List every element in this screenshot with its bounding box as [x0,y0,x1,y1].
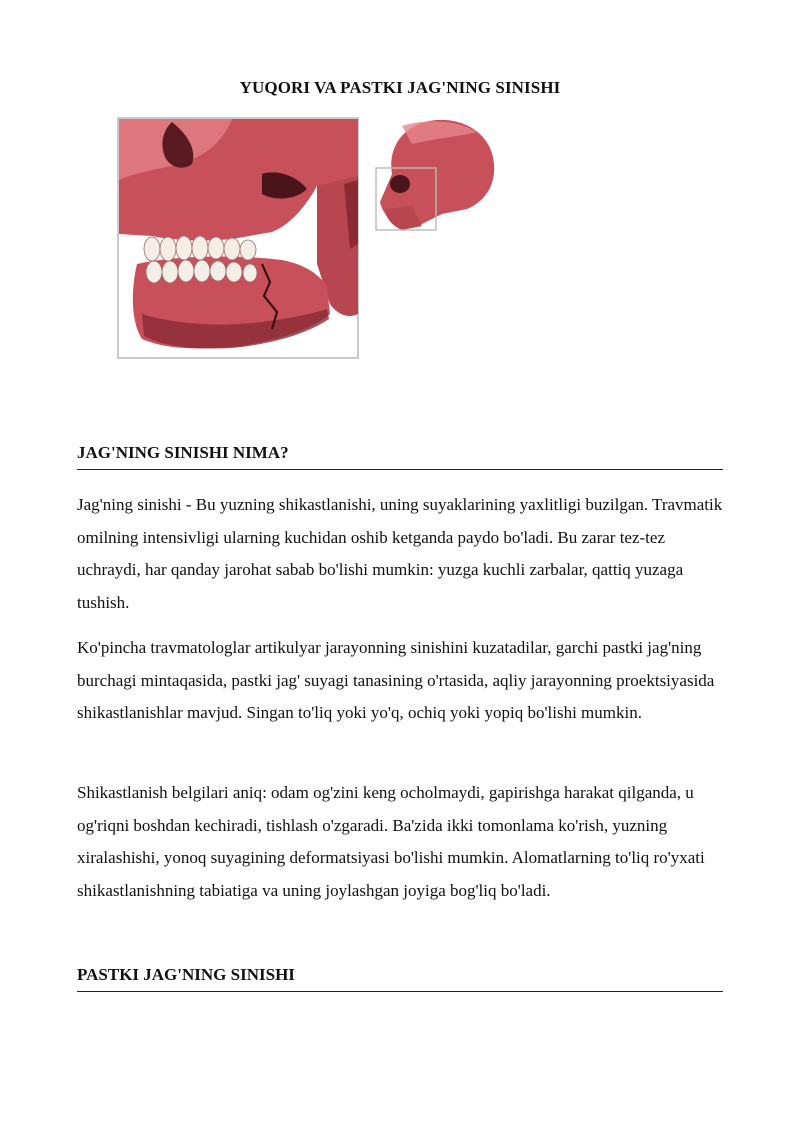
skull-locator [376,120,494,230]
paragraph: Ko'pincha travmatologlar artikulyar jarayonning sinishini kuzatadilar, garchi pastki jag'ning burchagi mintaqasida, pastki jag' suyagi tanasining o'rtasida, aqliy jarayonning proektsiyasida shikastlanishlar mavjud. Singan to'liq yoki yo'q, ochiq yoki yopiq bo'lishi mumkin. [77,638,715,723]
paragraph: Shikastlanish belgilari aniq: odam og'zini keng ocholmaydi, gapirishga harakat qilganda, u og'riqni boshdan kechiradi, tishlash o'zgaradi. Ba'zida ikki tomonlama ko'rish, yuzning xiralashishi, yonoq suyagining deformatsiyasi bo'lishi mumkin. Alomatlarning to'liq ro'yxati shikastlanishning tabiatiga va uning joylashgan joyiga bog'liq bo'ladi. [77,783,705,900]
paragraph: Jag'ning sinishi - Bu yuzning shikastlanishi, uning suyaklarining yaxlitligi buzilgan. Travmatik omilning intensivligi ularning kuchidan oshib ketganda paydo bo'ladi. Bu zarar tez-tez uchraydi, har qanday jarohat sabab bo'lishi mumkin: yuzga kuchli zarbalar, qattiq yuzaga tushish. [77,495,723,612]
document-title: YUQORI VA PASTKI JAG'NING SINISHI [239,78,561,97]
jaw-fracture-illustration [112,114,502,364]
jaw-fracture-icon [112,114,502,364]
jaw-closeup [119,119,358,349]
section-heading-what-is: JAG'NING SINISHI NIMA? [77,443,723,470]
section-heading-lower-jaw: PASTKI JAG'NING SINISHI [77,965,723,992]
